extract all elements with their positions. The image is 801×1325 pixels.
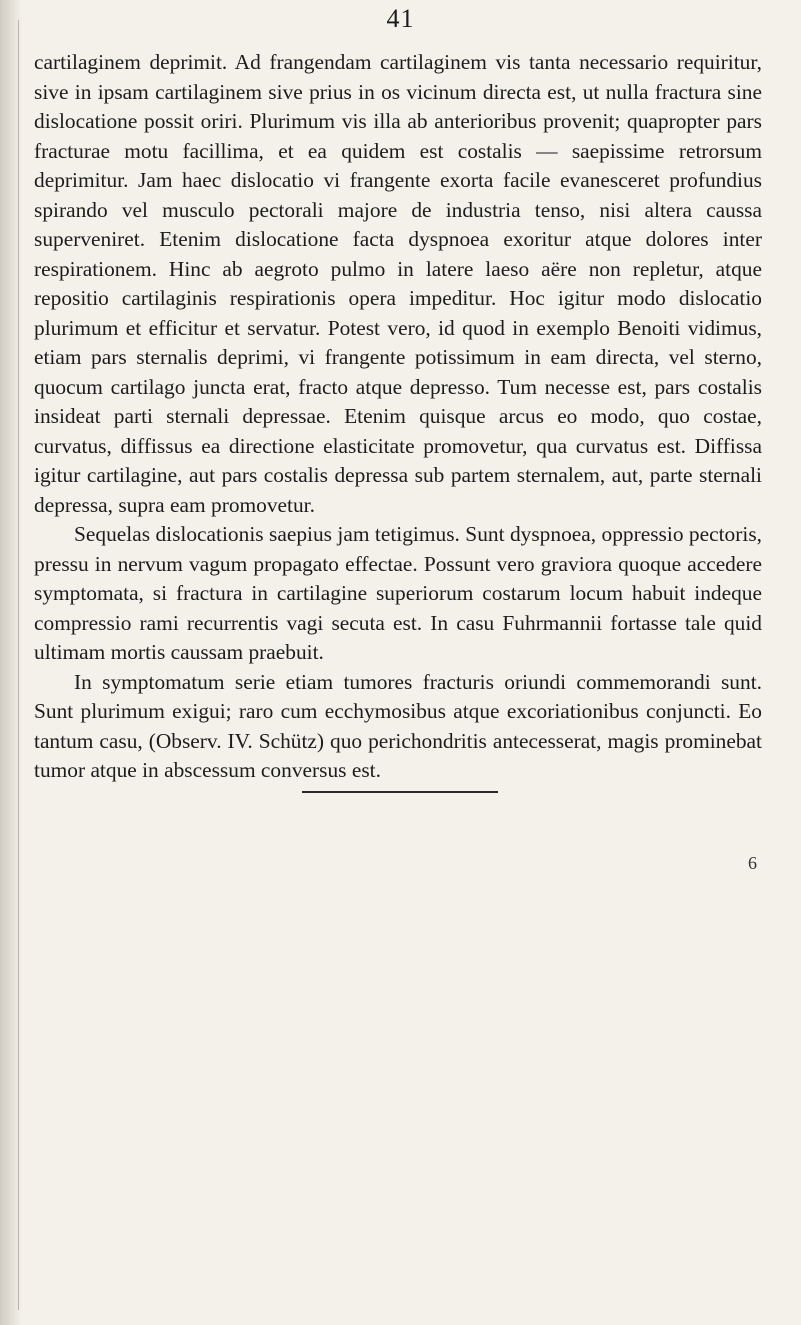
paragraph: Sequelas dislocationis saepius jam tetigimus. Sunt dyspnoea, oppressio pectoris, pressu in nervum vagum propagato effectae. Possunt vero graviora quoque accedere symptomata, si fractura in cartilagine superiorum costarum locum habuit indeque compressio rami recurrentis vagi secuta est. In casu Fuhrmannii fortasse tale quid ultimam mortis caussam praebuit. — [34, 522, 762, 664]
paragraph: In symptomatum serie etiam tumores fracturis oriundi commemorandi sunt. Sunt plurimum exigui; raro cum ecchymosibus atque excoriationibus conjuncti. Eo tantum casu, (Observ. IV. Schütz) quo perichondritis antecesserat, magis prominebat tumor atque in abscessum conversus est. — [34, 669, 762, 782]
paragraph: cartilaginem deprimit. Ad frangendam cartilaginem vis tanta necessario requiritur, sive in ipsam cartilaginem sive prius in os vicinum directa est, ut nulla fractura sine dislocatione possit oriri. Plurimum vis illa ab anterioribus provenit; quapropter pars fracturae motu facillima, et ea quidem est costalis — saepissime retrorsum deprimitur. Jam haec dislocatio vi frangente exorta facile evanesceret profundius spirando vel musculo pectorali majore de industria tenso, nisi altera caussa superveniret. Etenim dislocatione facta dyspnoea exoritur atque dolores inter respirationem. Hinc ab aegroto pulmo in latere laeso aëre non repletur, atque repositio cartilaginis respirationis opera impeditur. Hoc igitur modo dislocatio plurimum et efficitur et servatur. Potest vero, id quod in exemplo Benoiti vidimus, etiam pars sternalis deprimi, vi frangente potissimum in eam directa, vel sterno, quocum cartilago juncta erat, fracto atque depresso. Tum necesse est, pars costalis insideat parti sternali depressae. Etenim quisque arcus eo modo, quo costae, curvatus, diffissus ea directione elasticitate promovetur, qua curvatus est. Diffissa igitur cartilagine, aut pars costalis depressa sub partem sternalem, aut, parte sternali depressa, supra eam promovetur. — [34, 50, 762, 517]
page-number: 41 — [386, 4, 415, 33]
binding-edge-line — [18, 20, 19, 1310]
body-text — [34, 48, 762, 786]
section-rule — [302, 791, 498, 793]
binding-gutter — [0, 0, 22, 1325]
signature-mark: 6 — [748, 853, 757, 873]
